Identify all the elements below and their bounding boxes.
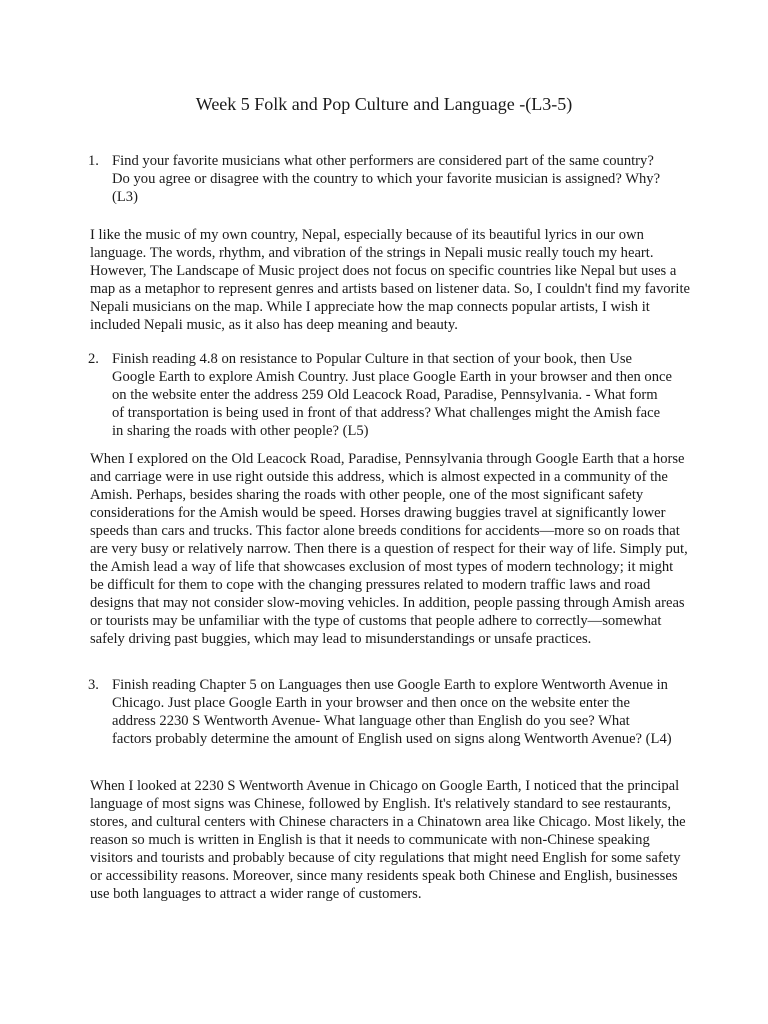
question-number: 3. [88,677,99,693]
question-text: Find your favorite musicians what other performers are considered part of the same country? Do you agree or disagree with the country to which your favorite musician is assigned? Why? (L3) [112,153,661,205]
question-number: 2. [88,351,99,367]
question-number: 1. [88,153,99,169]
question-3 [88,676,672,748]
document-title: Week 5 Folk and Pop Culture and Language -(L3-5) [195,94,573,114]
answer-3: When I looked at 2230 S Wentworth Avenue in Chicago on Google Earth, I noticed that the principal language of most signs was Chinese, followed by English. It's relatively standard to see restaurants, stores, and cultural centers with Chinese characters in a Chinatown area like Chicago. Most likely, the reason so much is written in English is that it needs to communicate with non-Chinese speaking visitors and tourists and probably because of city regulations that might need English for some safety or accessibility reasons. Moreover, since many residents speak both Chinese and English, businesses use both languages to attract a wider range of customers. [90,778,686,902]
question-2 [88,350,672,440]
answer-1: I like the music of my own country, Nepal, especially because of its beautiful lyrics in our own language. The words, rhythm, and vibration of the strings in Nepali music really touch my heart. However, The Landscape of Music project does not focus on specific countries like Nepal but uses a map as a metaphor to represent genres and artists based on listener data. So, I couldn't find my favorite Nepali musicians on the map. While I appreciate how the map connects popular artists, I wish it included Nepali music, as it also has deep meaning and beauty. [90,227,690,333]
answer-2: When I explored on the Old Leacock Road, Paradise, Pennsylvania through Google Earth that a horse and carriage were in use right outside this address, which is almost expected in a community of the Amish. Perhaps, besides sharing the roads with other people, one of the most significant safety considerations for the Amish would be speed. Horses drawing buggies travel at significantly lower speeds than cars and trucks. This factor alone breeds conditions for accidents—more so on roads that are very busy or relatively narrow. Then there is a question of respect for their way of life. Simply put, the Amish lead a way of life that showcases exclusion of most types of modern technology; it might be difficult for them to cope with the changing pressures related to modern traffic laws and road designs that may not consider slow-moving vehicles. In addition, people passing through Amish areas or tourists may be unfamiliar with the type of customs that people adhere to correctly—somewhat safely driving past buggies, which may lead to misunderstandings or unsafe practices. [90,451,688,647]
question-text: Finish reading Chapter 5 on Languages then use Google Earth to explore Wentworth Avenue in Chicago. Just place Google Earth in your browser and then once on the website enter the address 2230 S Wentworth Avenue- What language other than English do you see? What factors probably determine the amount of English used on signs along Wentworth Avenue? (L4) [112,677,672,747]
question-text: Finish reading 4.8 on resistance to Popular Culture in that section of your book, then Use Google Earth to explore Amish Country. Just place Google Earth in your browser and then once on the website enter the address 259 Old Leacock Road, Paradise, Pennsylvania. - What form of transportation is being used in front of that address? What challenges might the Amish face in sharing the roads with other people? (L5) [112,351,672,439]
question-1 [88,152,672,206]
